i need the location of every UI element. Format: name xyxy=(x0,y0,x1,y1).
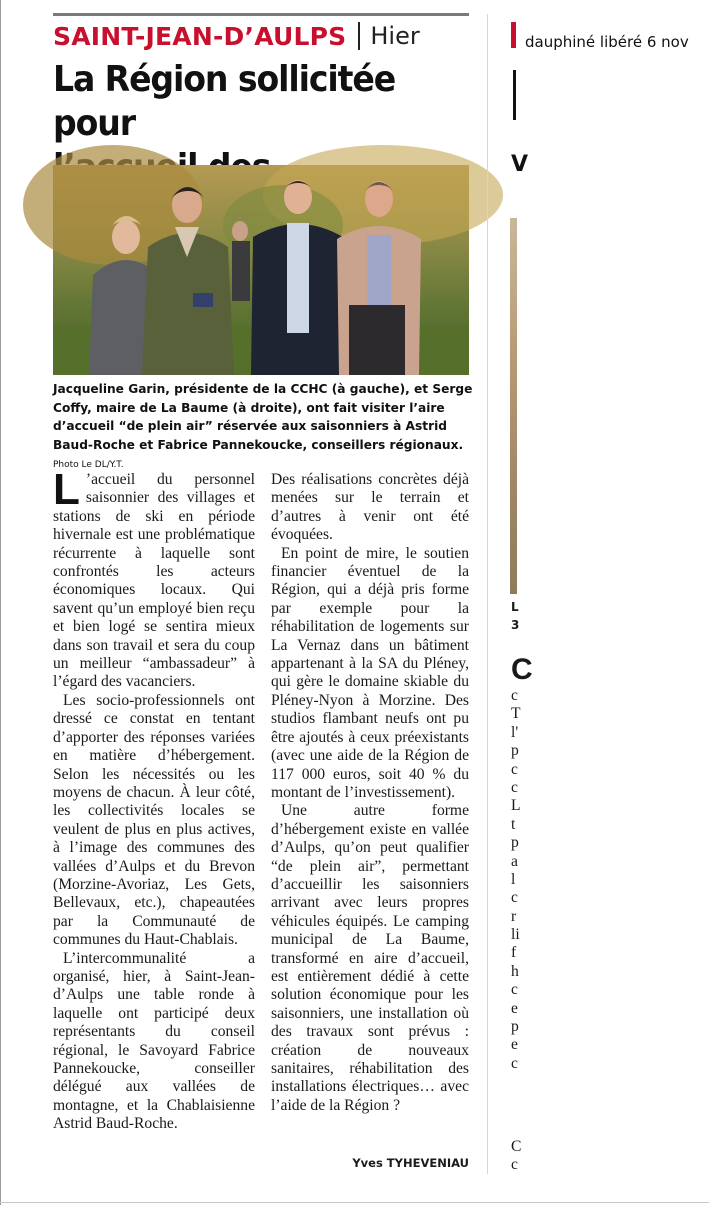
adjacent-letter: c xyxy=(511,1156,518,1174)
adjacent-letter: c xyxy=(511,981,518,999)
article-column-2 xyxy=(271,471,469,1115)
adjacent-photo-fragment xyxy=(510,218,517,594)
photo-caption xyxy=(53,380,483,475)
page-left-edge xyxy=(0,0,1,1205)
kicker-separator xyxy=(358,22,360,50)
adjacent-headline-fragment xyxy=(513,70,516,120)
adjacent-letter: t xyxy=(511,815,516,833)
adjacent-letter: c xyxy=(511,687,518,704)
adjacent-letter: h xyxy=(511,962,519,980)
adjacent-letter: p xyxy=(511,1018,519,1036)
adjacent-bottom-fragment xyxy=(511,1138,522,1175)
adjacent-caption-glyph: L xyxy=(511,600,519,614)
adjacent-caption-glyph: 3 xyxy=(511,618,520,633)
paragraph-6: Une autre forme d’hébergement existe en vallée d’Aulps, qu’on peut qualifier “de plein air”, permettant d’accueillir les saisonniers arrivant avec leurs propres véhicules équipés. Le camping municipal de La Baume, transformé en aire d’accueil, est entièrement dédié à cette solution économique pour les saisonniers, une installation où des travaux sont prévus : création de nouveaux sanitaires, réhabilitation des installations électriques… avec l’aide de la Région ? xyxy=(271,802,469,1114)
adjacent-letter: li xyxy=(511,926,520,944)
page-bottom-edge xyxy=(0,1202,709,1203)
paragraph-4: Des réalisations concrètes déjà menées sur le terrain et d’autres à venir ont été évoquées. xyxy=(271,471,469,544)
drop-cap: L xyxy=(53,465,80,514)
headline-line-1: La Région sollicitée pour xyxy=(53,59,396,144)
adjacent-letter: c xyxy=(511,760,518,778)
photo-credit: Photo Le DL/Y.T. xyxy=(53,460,124,470)
adjacent-letter: c xyxy=(511,889,518,907)
paragraph-2: Les socio-professionnels ont dressé ce constat en tentant d’apporter des réponses variées en matière d’hébergement. Selon les nécessités ou les moyens de chacun. À leur côté, les collectivités locales se veulent de plus en plus actives, à l’image des communes des vallées d’Aulps et du Brevon (Morzine-Avoriaz, Les Gets, Bellevaux, etc.), chapeautées par la Communauté de communes du Haut-Chablais. xyxy=(53,691,255,949)
adjacent-letter: l' xyxy=(511,723,519,741)
adjacent-letter: C xyxy=(511,1138,522,1155)
adjacent-letter: L xyxy=(511,797,521,815)
adjacent-kicker-fragment xyxy=(511,22,516,48)
adjacent-letter: p xyxy=(511,742,519,760)
caption-text: Jacqueline Garin, présidente de la CCHC (à gauche), et Serge Coffy, maire de La Baume (à droite), ont fait visiter l’aire d’accueil “de plein air” réservée aux saisonniers à Astrid Baud-Roche et Fabrice Pannekoucke, conseillers régionaux. xyxy=(53,382,473,452)
source-annotation: dauphiné libéré 6 nov xyxy=(525,33,689,51)
kicker-location: SAINT-JEAN-D’AULPS xyxy=(53,21,347,51)
article-photo xyxy=(53,165,469,375)
adjacent-subhead-glyph: V xyxy=(511,152,529,177)
kicker-date: Hier xyxy=(370,22,420,50)
adjacent-letter: c xyxy=(511,1054,518,1072)
paragraph-3: L’intercommunalité a organisé, hier, à Saint-Jean-d’Aulps une table ronde à laquelle ont participé deux représentants du conseil régional, le Savoyard Fabrice Pannekoucke, conseiller délégué aux vallées de montagne, et la Chablaisienne Astrid Baud-Roche. xyxy=(53,949,255,1133)
section-top-rule xyxy=(53,13,469,16)
adjacent-letter: e xyxy=(511,999,518,1017)
adjacent-letter: f xyxy=(511,944,517,962)
adjacent-caption-fragment xyxy=(511,598,520,635)
column-divider xyxy=(487,14,488,1174)
adjacent-letter: e xyxy=(511,1036,518,1054)
adjacent-dropcap-fragment xyxy=(511,653,533,686)
adjacent-letter: c xyxy=(511,778,518,796)
adjacent-letter: p xyxy=(511,834,519,852)
adjacent-letter: r xyxy=(511,907,517,925)
adjacent-letter: T xyxy=(511,705,521,723)
adjacent-body-fragment xyxy=(511,687,521,1073)
article-kicker xyxy=(53,19,420,53)
adjacent-dropcap-glyph: C xyxy=(511,653,533,686)
author-signature: Yves TYHEVENIAU xyxy=(352,1156,469,1170)
paragraph-5: En point de mire, le soutien financier éventuel de la Région, qui a déjà pris forme par exemple pour la réhabilitation de logements sur La Vernaz dans un bâtiment appartenant à la SA du Pléney, qui gère le domaine skiable du Pléney-Nyon à Morzine. Des studios flambant neufs ont pu être ajoutés à ceux préexistants (avec une aide de la Région de 117 000 euros, soit 40 % du montant de l’investissement). xyxy=(271,544,469,801)
photo-illustration xyxy=(53,165,469,375)
adjacent-letter: l xyxy=(511,870,516,888)
paragraph-1-text: ’accueil du personnel saisonnier des villages et stations de ski en période hivernale est une problématique récurrente à laquelle sont confrontés les acteurs économiques locaux. Qui savent qu’un employé bien reçu et bien logé se sentira mieux dans son travail et sera du coup un meilleur “ambassadeur” à l’égard des vacanciers. xyxy=(53,471,255,691)
adjacent-letter: a xyxy=(511,852,518,870)
